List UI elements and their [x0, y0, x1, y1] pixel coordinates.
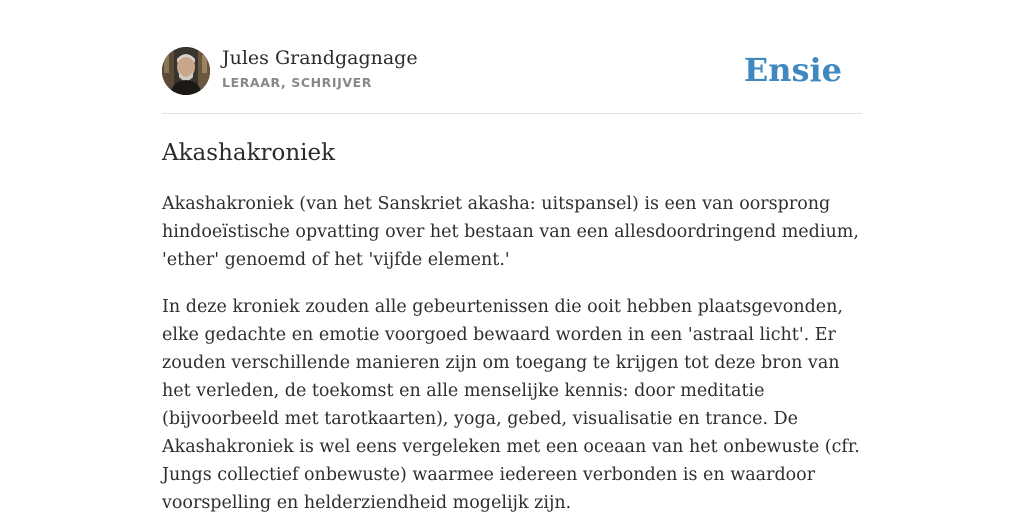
author-header: [162, 0, 862, 114]
author-role: LERAAR, SCHRIJVER: [222, 75, 373, 90]
avatar[interactable]: [162, 47, 210, 95]
entry-card: [162, 0, 862, 512]
author-portrait-icon: [162, 47, 210, 95]
article-title: Akashakroniek: [162, 140, 336, 166]
brand-logo[interactable]: Ensie: [743, 51, 842, 89]
author-name[interactable]: Jules Grandgagnage: [222, 47, 418, 69]
article-paragraph: Akashakroniek (van het Sanskriet akasha: uitspansel) is een van oorsprong hindoeïstische opvatting over het bestaan van een allesdoordringend medium, 'ether' genoemd of het 'vijfde element.': [162, 194, 859, 270]
article-paragraph: In deze kroniek zouden alle gebeurtenissen die ooit hebben plaatsgevonden, elke gedachte en emotie voorgoed bewaard worden in een 'astraal licht'. Er zouden verschillende manieren zijn om toegang te krijgen tot deze bron van het verleden, de toekomst en alle menselijke kennis: door meditatie (bijvoorbeeld met tarotkaarten), yoga, gebed, visualisatie en trance. De Akashakroniek is wel eens vergeleken met een oceaan van het onbewuste (cfr. Jungs collectief onbewuste) waarmee iedereen verbonden is en waardoor voorspelling en helderziendheid mogelijk zijn.: [162, 297, 860, 512]
